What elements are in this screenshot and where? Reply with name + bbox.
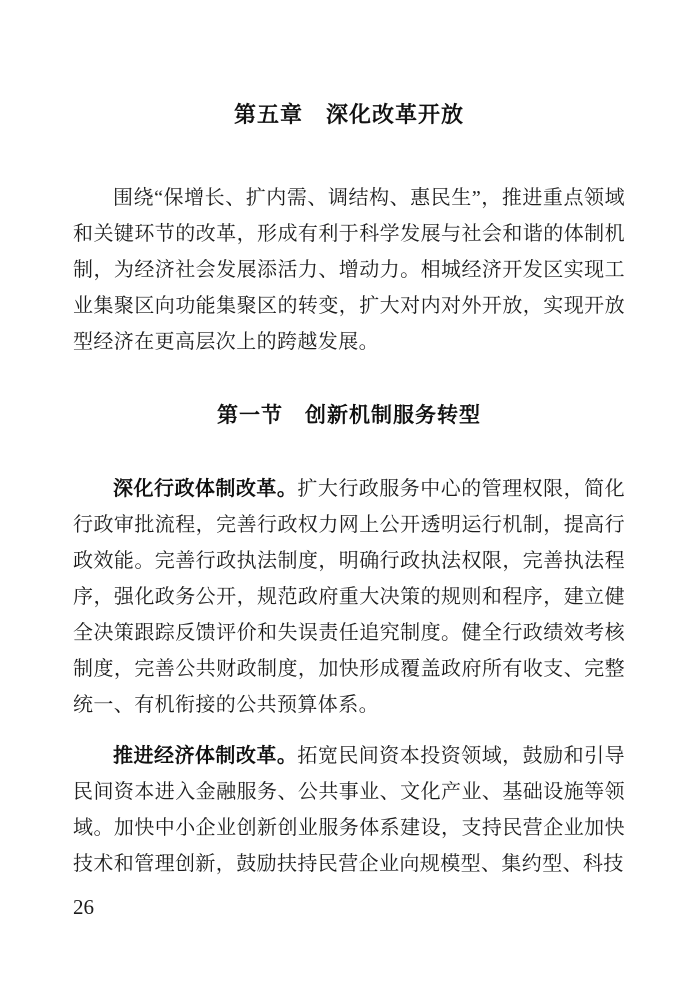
chapter-heading: 第五章 深化改革开放 — [233, 102, 464, 127]
paragraph-lead: 深化行政体制改革。 — [113, 478, 298, 500]
page-number: 26 — [73, 895, 94, 919]
paragraph — [73, 738, 625, 882]
section-heading: 第一节 创新机制服务转型 — [217, 404, 481, 427]
paragraph-lead: 推进经济体制改革。 — [113, 745, 298, 767]
paragraph — [73, 471, 625, 723]
paragraph-text: 扩大行政服务中心的管理权限，简化行政审批流程，完善行政权力网上公开透明运行机制，提高行政效能。完善行政执法制度，明确行政执法权限，完善执法程序，强化政务公开，规范政府重大决策的规则和程序，建立健全决策跟踪反馈评价和失误责任追究制度。健全行政绩效考核制度，完善公共财政制度，加快形成覆盖政府所有收支、完整统一、有机衔接的公共预算体系。 — [73, 478, 625, 716]
paragraph — [73, 180, 625, 360]
page-content — [73, 0, 625, 882]
paragraph-text: 拓宽民间资本投资领域，鼓励和引导民间资本进入金融服务、公共事业、文化产业、基础设施等领域。加快中小企业创新创业服务体系建设，支持民营企业加快技术和管理创新，鼓励扶持民营企业向规模型、集约型、科技 — [73, 745, 625, 875]
paragraph-text: 围绕“保增长、扩内需、调结构、惠民生”，推进重点领域和关键环节的改革，形成有利于科学发展与社会和谐的体制机制，为经济社会发展添活力、增动力。相城经济开发区实现工业集聚区向功能集聚区的转变，扩大对内对外开放，实现开放型经济在更高层次上的跨越发展。 — [73, 187, 625, 353]
